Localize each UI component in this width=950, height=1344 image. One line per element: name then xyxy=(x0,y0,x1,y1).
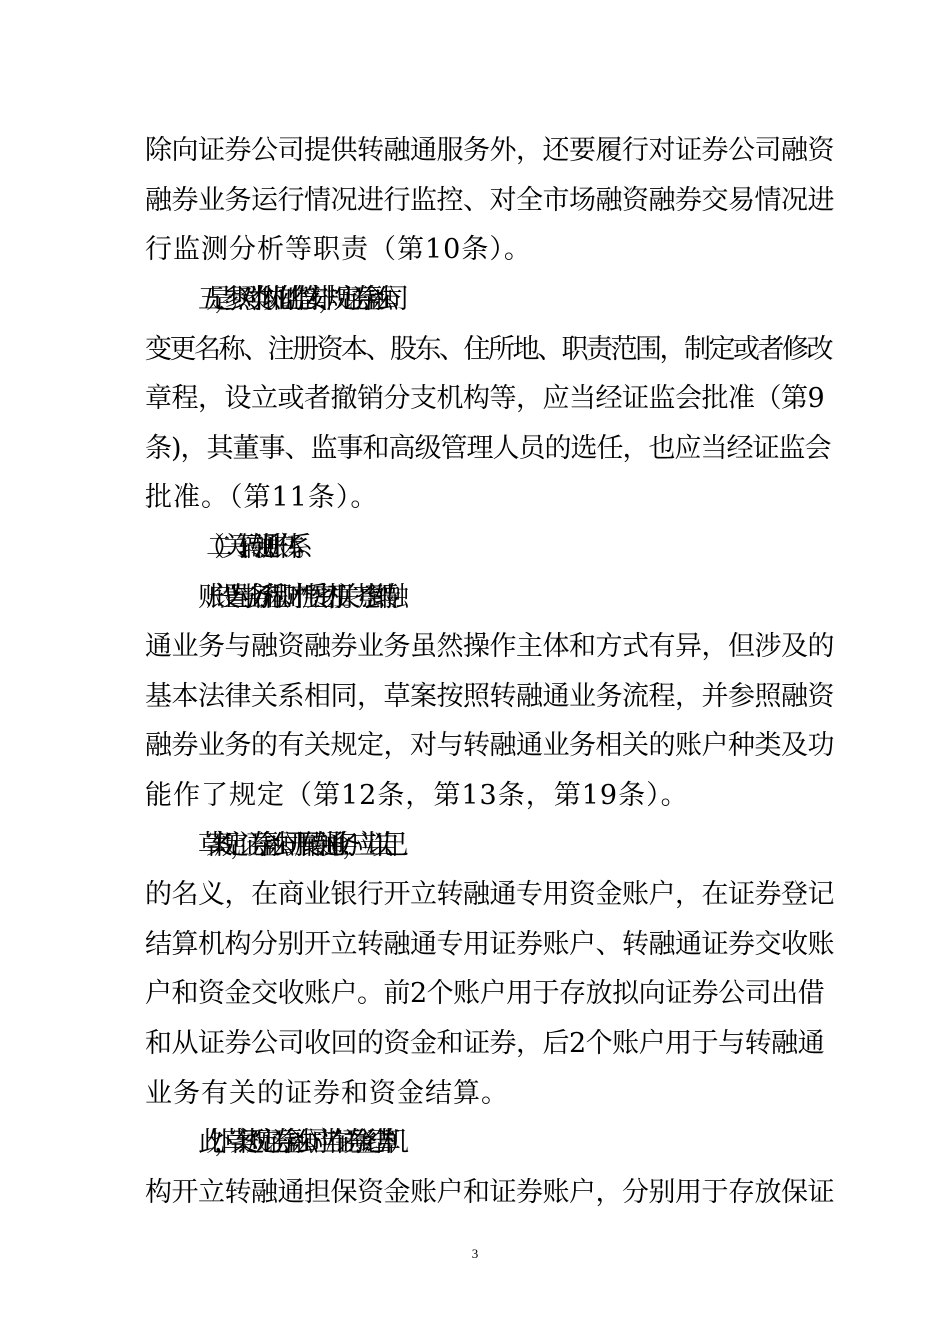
text-line: 此外，草案还规定证券金融公司应当在证券登记结算机 xyxy=(198,1127,390,1158)
text-line: 融券业务运行情况进行监控、对全市场融资融券交易情况进 xyxy=(145,185,834,216)
text-line: 结算机构分别开立转融通专用证券账户、转融通证券交收账 xyxy=(145,929,834,960)
text-line: 和从证券公司收回的资金和证券，后2个账户用于与转融通 xyxy=(145,1028,825,1059)
page-number: 3 xyxy=(471,1246,479,1261)
text-line: 业务有关的证券和资金结算。 xyxy=(145,1078,509,1109)
text-line: 的名义，在商业银行开立转融通专用资金账户，在证券登记 xyxy=(145,879,834,910)
text-line: 五是，参照对类似机构的监管安排，规定证券金融公司 xyxy=(198,284,390,315)
text-line: 批准。（第11条）。 xyxy=(145,482,379,513)
text-line: 章程，设立或者撤销分支机构等，应当经证监会批准（第9 xyxy=(145,383,825,414)
text-line: 构开立转融通担保资金账户和证券账户，分别用于存放保证 xyxy=(145,1177,834,1208)
text-line: 户和资金交收账户。前2个账户用于存放拟向证券公司出借 xyxy=(145,978,825,1009)
text-line: 除向证券公司提供转融通服务外，还要履行对证券公司融资 xyxy=(145,135,834,166)
text-line: 融券业务的有关规定，对与转融通业务相关的账户种类及功 xyxy=(145,730,834,761)
text-line: 变更名称、注册资本、股东、住所地、职责范围，制定或者修改 xyxy=(145,334,831,365)
text-line: 条)，其董事、监事和高级管理人员的选任，也应当经证监会 xyxy=(145,433,831,464)
text-line: 基本法律关系相同，草案按照转融通业务流程，并参照融资 xyxy=(145,681,834,712)
text-line: 通业务与融资融券业务虽然操作主体和方式有异，但涉及的 xyxy=(145,631,834,662)
text-line: 账户设置与业务流程和财产性质密切相关。考虑到转融 xyxy=(198,582,390,613)
text-line: 能作了规定（第12条，第13条，第19条）。 xyxy=(145,780,689,811)
text-line: 行监测分析等职责（第10条）。 xyxy=(145,234,532,265)
section-heading: （二）关于转融通账户体系。 xyxy=(198,532,302,563)
text-line: 草案规定，证券金融公司开展转融通业务，应当以自己 xyxy=(198,830,390,861)
